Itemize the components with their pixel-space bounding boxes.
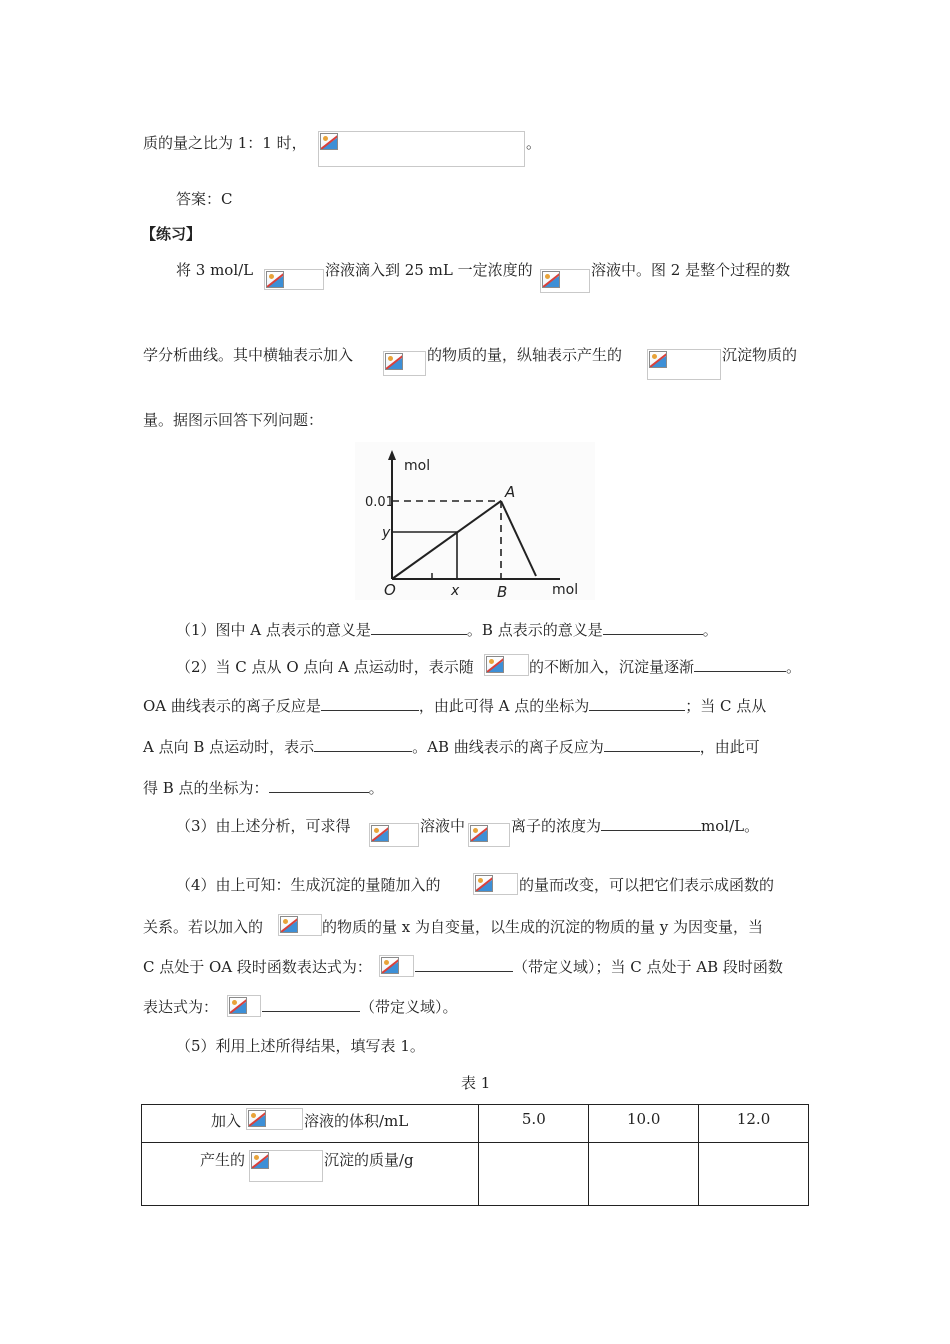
question-4-line4 (262, 997, 458, 1017)
formula-image (227, 995, 261, 1017)
broken-image-icon (470, 825, 488, 842)
table-row (142, 1105, 809, 1143)
table-header-cell: 12.0 (699, 1105, 809, 1143)
table-title: 表 1 (461, 1074, 491, 1092)
text: ，由此可得 A 点的坐标为 (418, 697, 590, 715)
formula-image (383, 351, 426, 376)
answer-blank[interactable] (314, 737, 412, 752)
row-label-suffix: 溶液的体积/mL (304, 1112, 409, 1130)
y-tick-label-001: 0.01 (365, 495, 394, 510)
broken-image-icon (371, 825, 389, 842)
table-input-cell[interactable] (479, 1143, 589, 1206)
answer-blank[interactable] (321, 696, 419, 711)
broken-image-icon (542, 271, 560, 288)
text: OA 曲线表示的离子反应是 (143, 697, 321, 715)
text-line: 量。据图示回答下列问题： (143, 411, 324, 429)
row-label-suffix: 沉淀的质量/g (324, 1151, 414, 1169)
formula-image (484, 654, 529, 676)
formula-image (246, 1108, 303, 1130)
text-line: 溶液滴入到 25 mL 一定浓度的 (325, 261, 533, 279)
answer-blank[interactable] (415, 957, 513, 972)
text: 。 (368, 779, 384, 797)
broken-image-icon (381, 957, 399, 974)
question-2-line3 (143, 737, 760, 757)
text: ，由此可 (699, 738, 760, 756)
question-2-line2 (143, 696, 766, 716)
broken-image-icon (229, 997, 247, 1014)
question-2-line1 (529, 657, 801, 677)
precipitate-curve-figure (355, 442, 595, 600)
text: mol/L。 (701, 817, 760, 835)
broken-image-icon (385, 353, 403, 370)
text: 。B 点表示的意义是 (466, 621, 603, 639)
text-line: （2）当 C 点从 O 点向 A 点运动时，表示随 (176, 658, 474, 676)
x-tick-label-b: B (497, 583, 508, 600)
text-line: 。 (526, 134, 542, 152)
text-line: 将 3 mol/L (176, 261, 254, 279)
text-line: 溶液中 (420, 817, 466, 835)
table-header-cell: 5.0 (479, 1105, 589, 1143)
answer-blank[interactable] (371, 620, 467, 635)
section-heading: 【练习】 (141, 225, 202, 243)
broken-image-icon (475, 875, 493, 892)
text: 离子的浓度为 (511, 817, 602, 835)
broken-image-icon (486, 656, 504, 673)
answer-blank[interactable] (269, 778, 369, 793)
text: （1）图中 A 点表示的意义是 (176, 621, 371, 639)
x-tick-label-x: x (451, 583, 460, 599)
table-row (142, 1143, 809, 1206)
table-header-cell: 10.0 (589, 1105, 699, 1143)
broken-image-icon (649, 351, 667, 368)
question-2-line4 (143, 778, 384, 798)
formula-image (468, 823, 510, 847)
formula-image (473, 873, 518, 895)
broken-image-icon (251, 1152, 269, 1169)
y-axis-unit: mol (404, 458, 431, 474)
formula-image (540, 269, 590, 293)
text-line: 的物质的量 x 为自变量，以生成的沉淀的物质的量 y 为因变量，当 (322, 918, 764, 936)
answer-blank[interactable] (589, 696, 685, 711)
formula-image (318, 131, 525, 167)
x-axis-unit: mol (552, 582, 579, 598)
answer-blank[interactable] (601, 816, 701, 831)
answer-line: 答案：C (176, 190, 233, 208)
table-cell-label (142, 1105, 479, 1143)
question-4-line3 (415, 957, 783, 977)
question-1 (176, 620, 718, 640)
text: A 点向 B 点运动时，表示 (143, 738, 315, 756)
answer-blank[interactable] (603, 620, 703, 635)
text-line: （3）由上述分析，可求得 (176, 817, 351, 835)
table-input-cell[interactable] (589, 1143, 699, 1206)
y-tick-label-y: y (382, 525, 391, 541)
origin-label: O (384, 581, 396, 599)
answer-blank[interactable] (604, 737, 700, 752)
text-line: 学分析曲线。其中横轴表示加入 (143, 346, 354, 364)
broken-image-icon (320, 133, 338, 150)
broken-image-icon (280, 916, 298, 933)
text-line: 质的量之比为 1：1 时， (143, 134, 307, 152)
text: 的不断加入，沉淀量逐渐 (529, 658, 695, 676)
text-line: 关系。若以加入的 (143, 918, 264, 936)
formula-image (249, 1150, 323, 1182)
text-line: 的量而改变，可以把它们表示成函数的 (519, 876, 775, 894)
formula-image (264, 269, 324, 290)
table-cell-label (142, 1143, 479, 1206)
text: 得 B 点的坐标为： (143, 779, 269, 797)
text-line: C 点处于 OA 段时函数表达式为： (143, 958, 372, 976)
text-line: （5）利用上述所得结果，填写表 1。 (176, 1037, 425, 1055)
answer-blank[interactable] (262, 997, 360, 1012)
formula-image (278, 914, 322, 936)
broken-image-icon (266, 271, 284, 288)
formula-image (379, 955, 414, 977)
text-line: 沉淀物质的 (722, 346, 798, 364)
row-label-prefix: 产生的 (200, 1151, 246, 1169)
text-line: 溶液中。图 2 是整个过程的数 (591, 261, 791, 279)
text: （带定义域）；当 C 点处于 AB 段时函数 (513, 958, 783, 976)
point-a-label: A (505, 483, 516, 501)
table-input-cell[interactable] (699, 1143, 809, 1206)
text-line: （4）由上可知：生成沉淀的量随加入的 (176, 876, 441, 894)
formula-image (369, 823, 419, 847)
text: 。 (702, 621, 718, 639)
formula-image (647, 349, 721, 380)
data-table (141, 1104, 809, 1206)
row-label-prefix: 加入 (211, 1112, 242, 1130)
text-line: 表达式为： (143, 998, 219, 1016)
text: 。 (786, 658, 802, 676)
text-line: 的物质的量，纵轴表示产生的 (427, 346, 623, 364)
question-3-tail (511, 816, 759, 836)
broken-image-icon (248, 1110, 266, 1127)
text: 。AB 曲线表示的离子反应为 (412, 738, 604, 756)
text: ；当 C 点从 (685, 697, 767, 715)
text: （带定义域）。 (360, 998, 458, 1016)
answer-blank[interactable] (694, 657, 786, 672)
